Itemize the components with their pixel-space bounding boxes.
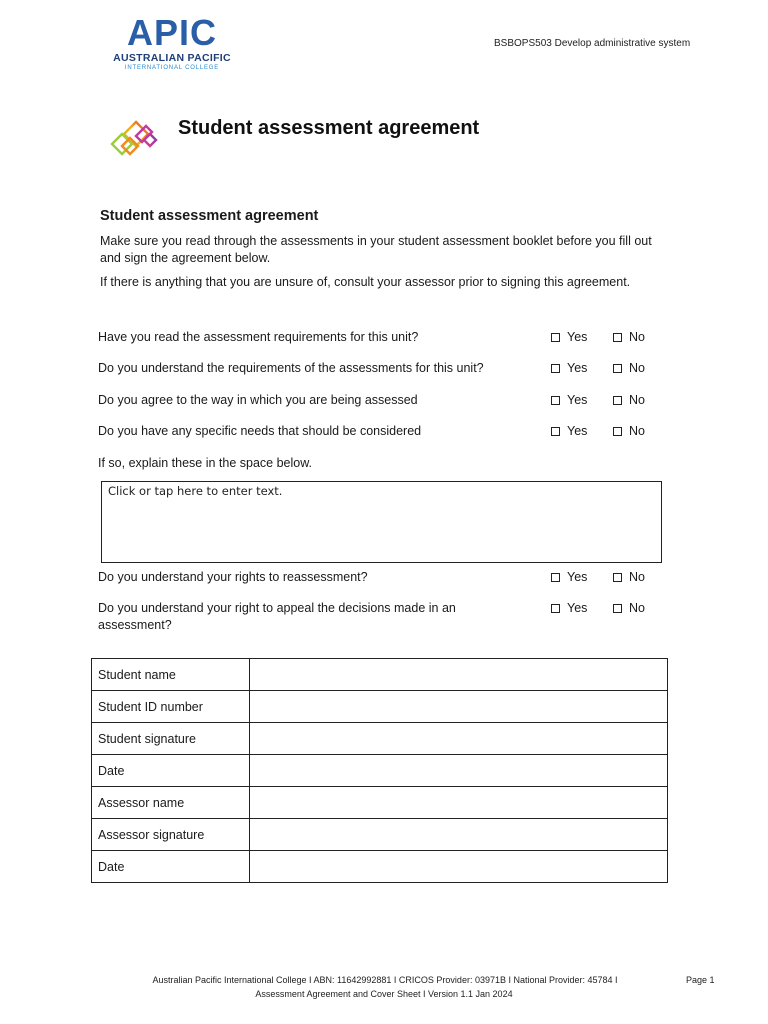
no-option[interactable]: No: [613, 329, 645, 346]
yes-option[interactable]: Yes: [551, 329, 587, 346]
details-table: [91, 658, 668, 883]
no-option[interactable]: No: [613, 569, 645, 586]
question-read-requirements: Have you read the assessment requirements for this unit?: [98, 330, 419, 344]
checkbox-icon[interactable]: [551, 604, 560, 613]
checkbox-icon[interactable]: [613, 427, 622, 436]
row-label: Student name: [92, 659, 250, 691]
yes-option[interactable]: Yes: [551, 392, 587, 409]
row-label: Assessor name: [92, 787, 250, 819]
section-heading: Student assessment agreement: [100, 208, 319, 224]
table-row: [92, 787, 668, 819]
checkbox-icon[interactable]: [613, 333, 622, 342]
logo-line2: INTERNATIONAL COLLEGE: [124, 65, 220, 71]
college-logo: [110, 12, 240, 74]
intro-paragraph-1: Make sure you read through the assessments in your student assessment booklet before you fill out and sign the agreement below.: [100, 234, 652, 265]
no-option[interactable]: No: [613, 600, 645, 617]
footer-line-2: Assessment Agreement and Cover Sheet I Version 1.1 Jan 2024: [255, 989, 513, 999]
row-label: Student signature: [92, 723, 250, 755]
yes-option[interactable]: Yes: [551, 600, 587, 617]
yes-option[interactable]: Yes: [551, 423, 587, 440]
row-value[interactable]: [250, 659, 668, 691]
row-value[interactable]: [250, 851, 668, 883]
textbox-placeholder: Click or tap here to enter text.: [108, 484, 283, 498]
table-row: [92, 723, 668, 755]
row-value[interactable]: [250, 787, 668, 819]
checkbox-icon[interactable]: [551, 364, 560, 373]
unit-code: BSBOPS503 Develop administrative system: [494, 38, 691, 49]
checkbox-icon[interactable]: [551, 333, 560, 342]
page-number: Page 1: [686, 975, 715, 985]
logo-line1: AUSTRALIAN PACIFIC: [113, 52, 231, 64]
no-option[interactable]: No: [613, 360, 645, 377]
yes-option[interactable]: Yes: [551, 360, 587, 377]
checkbox-icon[interactable]: [613, 396, 622, 405]
row-value[interactable]: [250, 819, 668, 851]
page-title: Student assessment agreement: [178, 117, 480, 139]
table-row: [92, 691, 668, 723]
intro-paragraph-2: If there is anything that you are unsure of, consult your assessor prior to signing this agreement.: [100, 275, 631, 289]
row-value[interactable]: [250, 723, 668, 755]
diamonds-logo-icon: [100, 112, 164, 160]
checkbox-icon[interactable]: [551, 396, 560, 405]
specific-needs-textbox[interactable]: [101, 481, 662, 563]
row-value[interactable]: [250, 691, 668, 723]
question-specific-needs: Do you have any specific needs that should be considered: [98, 424, 422, 438]
row-label: Student ID number: [92, 691, 250, 723]
explain-prompt: If so, explain these in the space below.: [98, 456, 313, 470]
checkbox-icon[interactable]: [613, 604, 622, 613]
logo-mark: APIC: [126, 12, 217, 53]
footer-line-1: Australian Pacific International College I ABN: 11642992881 I CRICOS Provider: 03971B I National Provider: 45784 I: [152, 975, 618, 985]
no-option[interactable]: No: [613, 392, 645, 409]
no-option[interactable]: No: [613, 423, 645, 440]
row-value[interactable]: [250, 755, 668, 787]
row-label: Assessor signature: [92, 819, 250, 851]
table-row: [92, 819, 668, 851]
question-reassessment-rights: Do you understand your rights to reassessment?: [98, 570, 368, 584]
question-appeal-rights: Do you understand your right to appeal the decisions made in an assessment?: [98, 601, 456, 632]
checkbox-icon[interactable]: [551, 573, 560, 582]
checkbox-icon[interactable]: [613, 364, 622, 373]
checkbox-icon[interactable]: [613, 573, 622, 582]
table-row: [92, 659, 668, 691]
question-understand-requirements: Do you understand the requirements of the assessments for this unit?: [98, 361, 484, 375]
checkbox-icon[interactable]: [551, 427, 560, 436]
row-label: Date: [92, 851, 250, 883]
question-agree-assessment: Do you agree to the way in which you are being assessed: [98, 393, 418, 407]
row-label: Date: [92, 755, 250, 787]
yes-option[interactable]: Yes: [551, 569, 587, 586]
table-row: [92, 851, 668, 883]
table-row: [92, 755, 668, 787]
